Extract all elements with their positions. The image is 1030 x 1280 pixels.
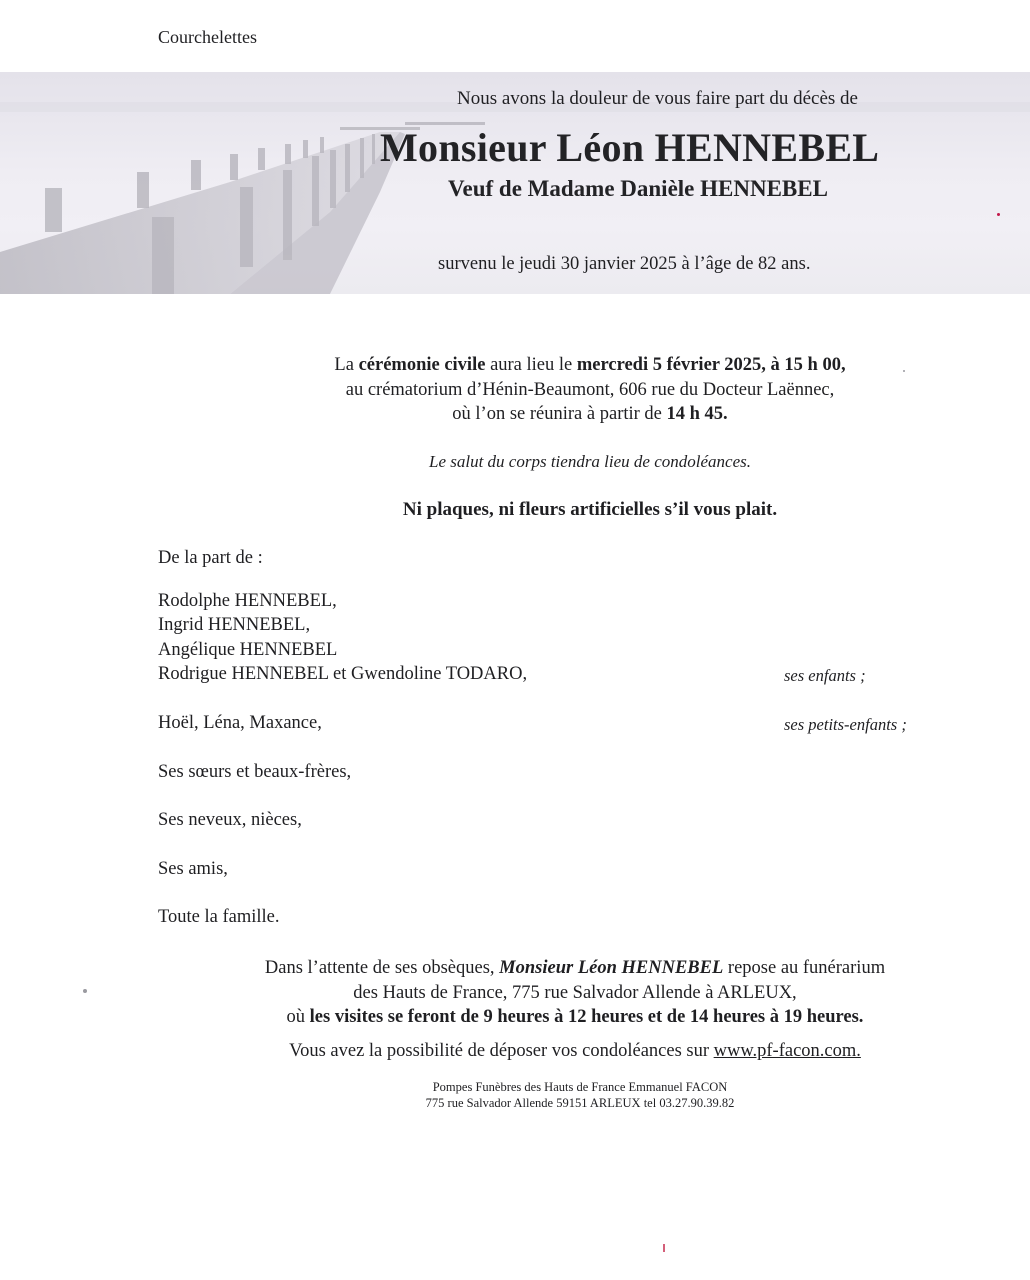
ceremony-info (240, 353, 940, 427)
grandchildren-label: ses petits-enfants ; (784, 715, 907, 734)
repose-line-3 (190, 1005, 960, 1030)
family-line: Ses amis, (158, 859, 228, 879)
grandchildren-names: Hoël, Léna, Maxance, (158, 713, 322, 733)
text: Vous avez la possibilité de déposer vos condoléances sur (289, 1041, 714, 1061)
funeral-home-footer (330, 1079, 830, 1111)
speck (997, 213, 1000, 216)
family-line: Toute la famille. (158, 907, 280, 927)
footer-line-2: 775 rue Salvador Allende 59151 ARLEUX tel 03.27.90.39.82 (425, 1096, 735, 1110)
header-banner (0, 72, 1030, 294)
condolences-line (190, 1041, 960, 1062)
child-name: Rodolphe HENNEBEL, (158, 591, 337, 611)
condolences-link[interactable]: www.pf-facon.com. (713, 1041, 861, 1061)
family-line: Ses sœurs et beaux-frères, (158, 762, 352, 782)
children-label: ses enfants ; (784, 666, 866, 685)
ceremony-line-3 (240, 402, 940, 427)
text: repose au funérarium (723, 958, 886, 978)
text: où l’on se réunira à partir de (452, 404, 667, 424)
family-line: Ses neveux, nièces, (158, 810, 302, 830)
ceremony-line-1 (240, 353, 940, 378)
from-label: De la part de : (158, 548, 263, 568)
speck (83, 989, 87, 993)
visiting-hours: les visites se feront de 9 heures à 12 heures et de 14 heures à 19 heures. (309, 1007, 864, 1027)
salut-note: Le salut du corps tiendra lieu de condoléances. (428, 452, 751, 471)
announcement-intro: Nous avons la douleur de vous faire part du décès de (457, 88, 858, 109)
repose-info (190, 956, 960, 1030)
location-heading: Courchelettes (158, 27, 257, 47)
child-name: Angélique HENNEBEL (158, 640, 338, 660)
text: Dans l’attente de ses obsèques, (264, 958, 500, 978)
child-name: Rodrigue HENNEBEL et Gwendoline TODARO, (158, 664, 528, 684)
footer-line-1: Pompes Funèbres des Hauts de France Emmanuel FACON (432, 1080, 728, 1094)
gathering-time: 14 h 45. (666, 404, 728, 424)
ceremony-type: cérémonie civile (358, 355, 486, 375)
spouse-line: Veuf de Madame Danièle HENNEBEL (448, 176, 828, 201)
death-date: survenu le jeudi 30 janvier 2025 à l’âge de 82 ans. (438, 254, 811, 274)
speck (903, 370, 905, 372)
child-name: Ingrid HENNEBEL, (158, 615, 311, 635)
deceased-name: Monsieur Léon HENNEBEL (380, 125, 880, 170)
speck (663, 1244, 665, 1252)
text: où (286, 1007, 310, 1027)
text: La (334, 355, 359, 375)
ceremony-line-2: au crématorium d’Hénin-Beaumont, 606 rue du Docteur Laënnec, (345, 379, 835, 400)
text: aura lieu le (485, 355, 577, 375)
no-flowers-note: Ni plaques, ni fleurs artificielles s’il vous plait. (402, 499, 778, 520)
ceremony-date: mercredi 5 février 2025, à 15 h 00, (576, 355, 846, 375)
deceased-name-inline: Monsieur Léon HENNEBEL (499, 958, 724, 978)
repose-line-2: des Hauts de France, 775 rue Salvador Allende à ARLEUX, (353, 982, 797, 1003)
repose-line-1 (190, 956, 960, 981)
